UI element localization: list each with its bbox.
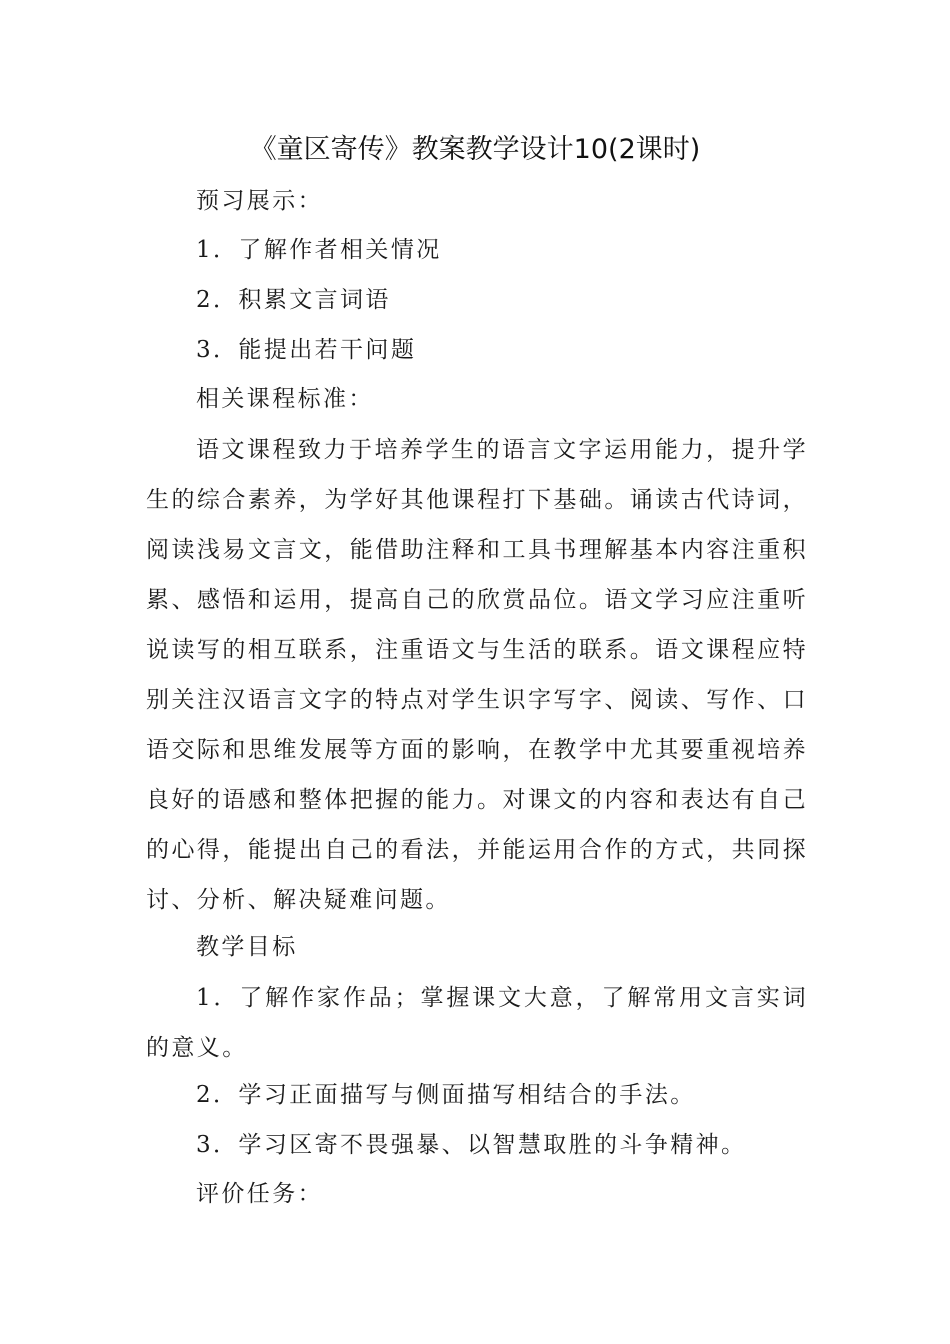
preview-heading: 预习展示：	[196, 188, 323, 214]
preview-item-3: 3．能提出若干问题	[196, 337, 417, 363]
preview-item-1: 1．了解作者相关情况	[196, 237, 442, 263]
preview-item-2: 2．积累文言词语	[196, 287, 391, 313]
goals-heading: 教学目标	[196, 934, 298, 960]
goal-1: 1．了解作家作品；掌握课文大意，了解常用文言实词的意义。	[146, 985, 808, 1061]
evaluation-heading: 评价任务：	[196, 1181, 323, 1207]
goal-2: 2．学习正面描写与侧面描写相结合的手法。	[196, 1082, 696, 1108]
standard-paragraph: 语文课程致力于培养学生的语言文字运用能力，提升学生的综合素养，为学好其他课程打下基础。诵读古代诗词，阅读浅易文言文，能借助注释和工具书理解基本内容注重积累、感悟和运用，提高自己的欣赏品位。语文学习应注重听说读写的相互联系，注重语文与生活的联系。语文课程应特别关注汉语言文字的特点对学生识字写字、阅读、写作、口语交际和思维发展等方面的影响，在教学中尤其要重视培养良好的语感和整体把握的能力。对课文的内容和表达有自己的心得，能提出自己的看法，并能运用合作的方式，共同探讨、分析、解决疑难问题。	[146, 437, 808, 913]
standard-heading: 相关课程标准：	[196, 386, 374, 412]
document-title: 《童区寄传》教案教学设计10(2课时)	[249, 134, 701, 165]
goal-3: 3．学习区寄不畏强暴、以智慧取胜的斗争精神。	[196, 1132, 747, 1158]
